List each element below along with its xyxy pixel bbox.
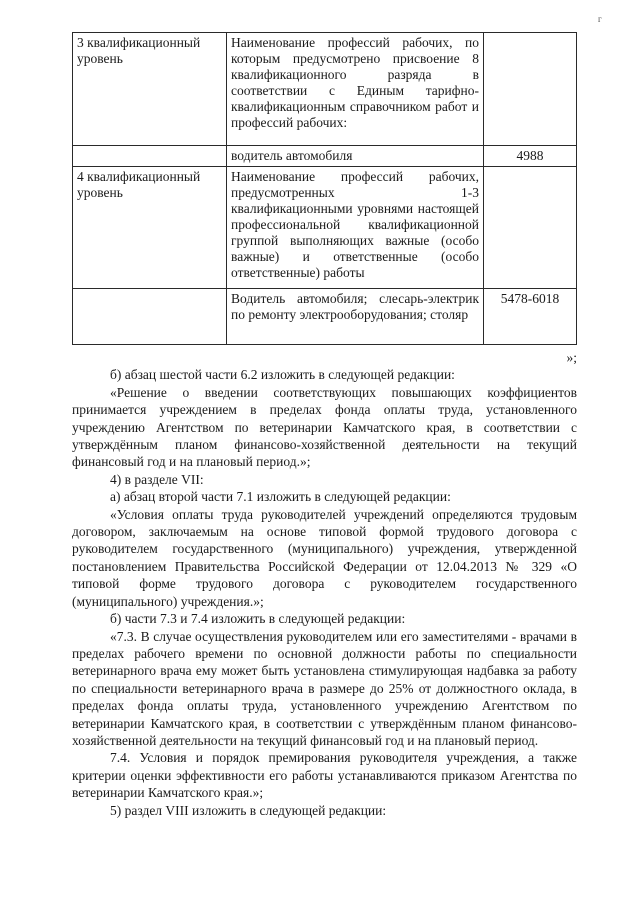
qualification-table	[72, 32, 577, 345]
description-cell: Наименование профессий рабочих, предусмотренных 1-3 квалификационными уровнями настоящей профессиональной квалификационной группой выполняющих важные (особо важные) и ответственные (особо ответственные) работы	[227, 167, 484, 289]
table-row	[73, 167, 577, 289]
paragraph: а) абзац второй части 7.1 изложить в следующей редакции:	[110, 489, 451, 505]
paragraph: б) абзац шестой части 6.2 изложить в следующей редакции:	[110, 367, 455, 383]
paragraph: «7.3. В случае осуществления руководителем или его заместителями - врачами в пределах рабочего времени по основной должности работы по специальности ветеринарного врача ему может быть установлена стимулирующая надбавка за работу по специальности ветеринарного врача в размере до 25% от должностного оклада, в пределах фонда оплаты труда, установленного учреждению Агентством по ветеринарии Камчатского края, в соответствии с утверждённым планом финансово-хозяйственной деятельности на текущий финансовый год и на плановый период.	[72, 628, 577, 748]
table-row	[73, 289, 577, 345]
value-cell	[484, 33, 577, 146]
paragraph: 5) раздел VIII изложить в следующей редакции:	[110, 802, 387, 818]
level-cell: 3 квалификационный уровень	[73, 33, 227, 146]
paragraph: 4) в разделе VII:	[110, 471, 204, 487]
value-cell	[484, 167, 577, 289]
level-cell	[73, 146, 227, 167]
value-cell: 5478-6018	[484, 289, 577, 345]
description-cell: Водитель автомобиля; слесарь-электрик по ремонту электрооборудования; столяр	[227, 289, 484, 345]
level-cell: 4 квалификационный уровень	[73, 167, 227, 289]
paragraph: «Условия оплаты труда руководителей учреждений определяются трудовым договором, заключаемым на основе типовой формой трудового договора с руководителем государственного (муниципального) учреждения, утвержденной постановлением Правительства Российской Федерации от 12.04.2013 № 329 «О типовой форме трудового договора с руководителем государственного (муниципального) учреждения.»;	[72, 506, 577, 609]
paragraph: «Решение о введении соответствующих повышающих коэффициентов принимается учреждением в пределах фонда оплаты труда, установленного учреждению Агентством по ветеринарии Камчатского края, в соответствии с утверждённым планом финансово-хозяйственной деятельности на текущий финансовый год и на плановый период.»;	[72, 384, 577, 470]
paragraph: 7.4. Условия и порядок премирования руководителя учреждения, а также критерии оценки эффективности его работы устанавливаются приказом Агентства по ветеринарии Камчатского края.»;	[72, 750, 577, 801]
qualification-table-wrapper	[72, 32, 577, 342]
corner-mark: г	[598, 14, 602, 24]
level-cell	[73, 289, 227, 345]
description-cell: водитель автомобиля	[227, 146, 484, 167]
table-row	[73, 33, 577, 146]
value-cell: 4988	[484, 146, 577, 167]
closing-quote-mark: »;	[566, 350, 577, 365]
description-cell: Наименование профессий рабочих, по которым предусмотрено присвоение 8 квалификационного разряда в соответствии с Единым тарифно-квалификационным справочником работ и профессий рабочих:	[227, 33, 484, 146]
document-body	[72, 349, 577, 819]
table-row	[73, 146, 577, 167]
paragraph: б) части 7.3 и 7.4 изложить в следующей редакции:	[110, 611, 406, 627]
